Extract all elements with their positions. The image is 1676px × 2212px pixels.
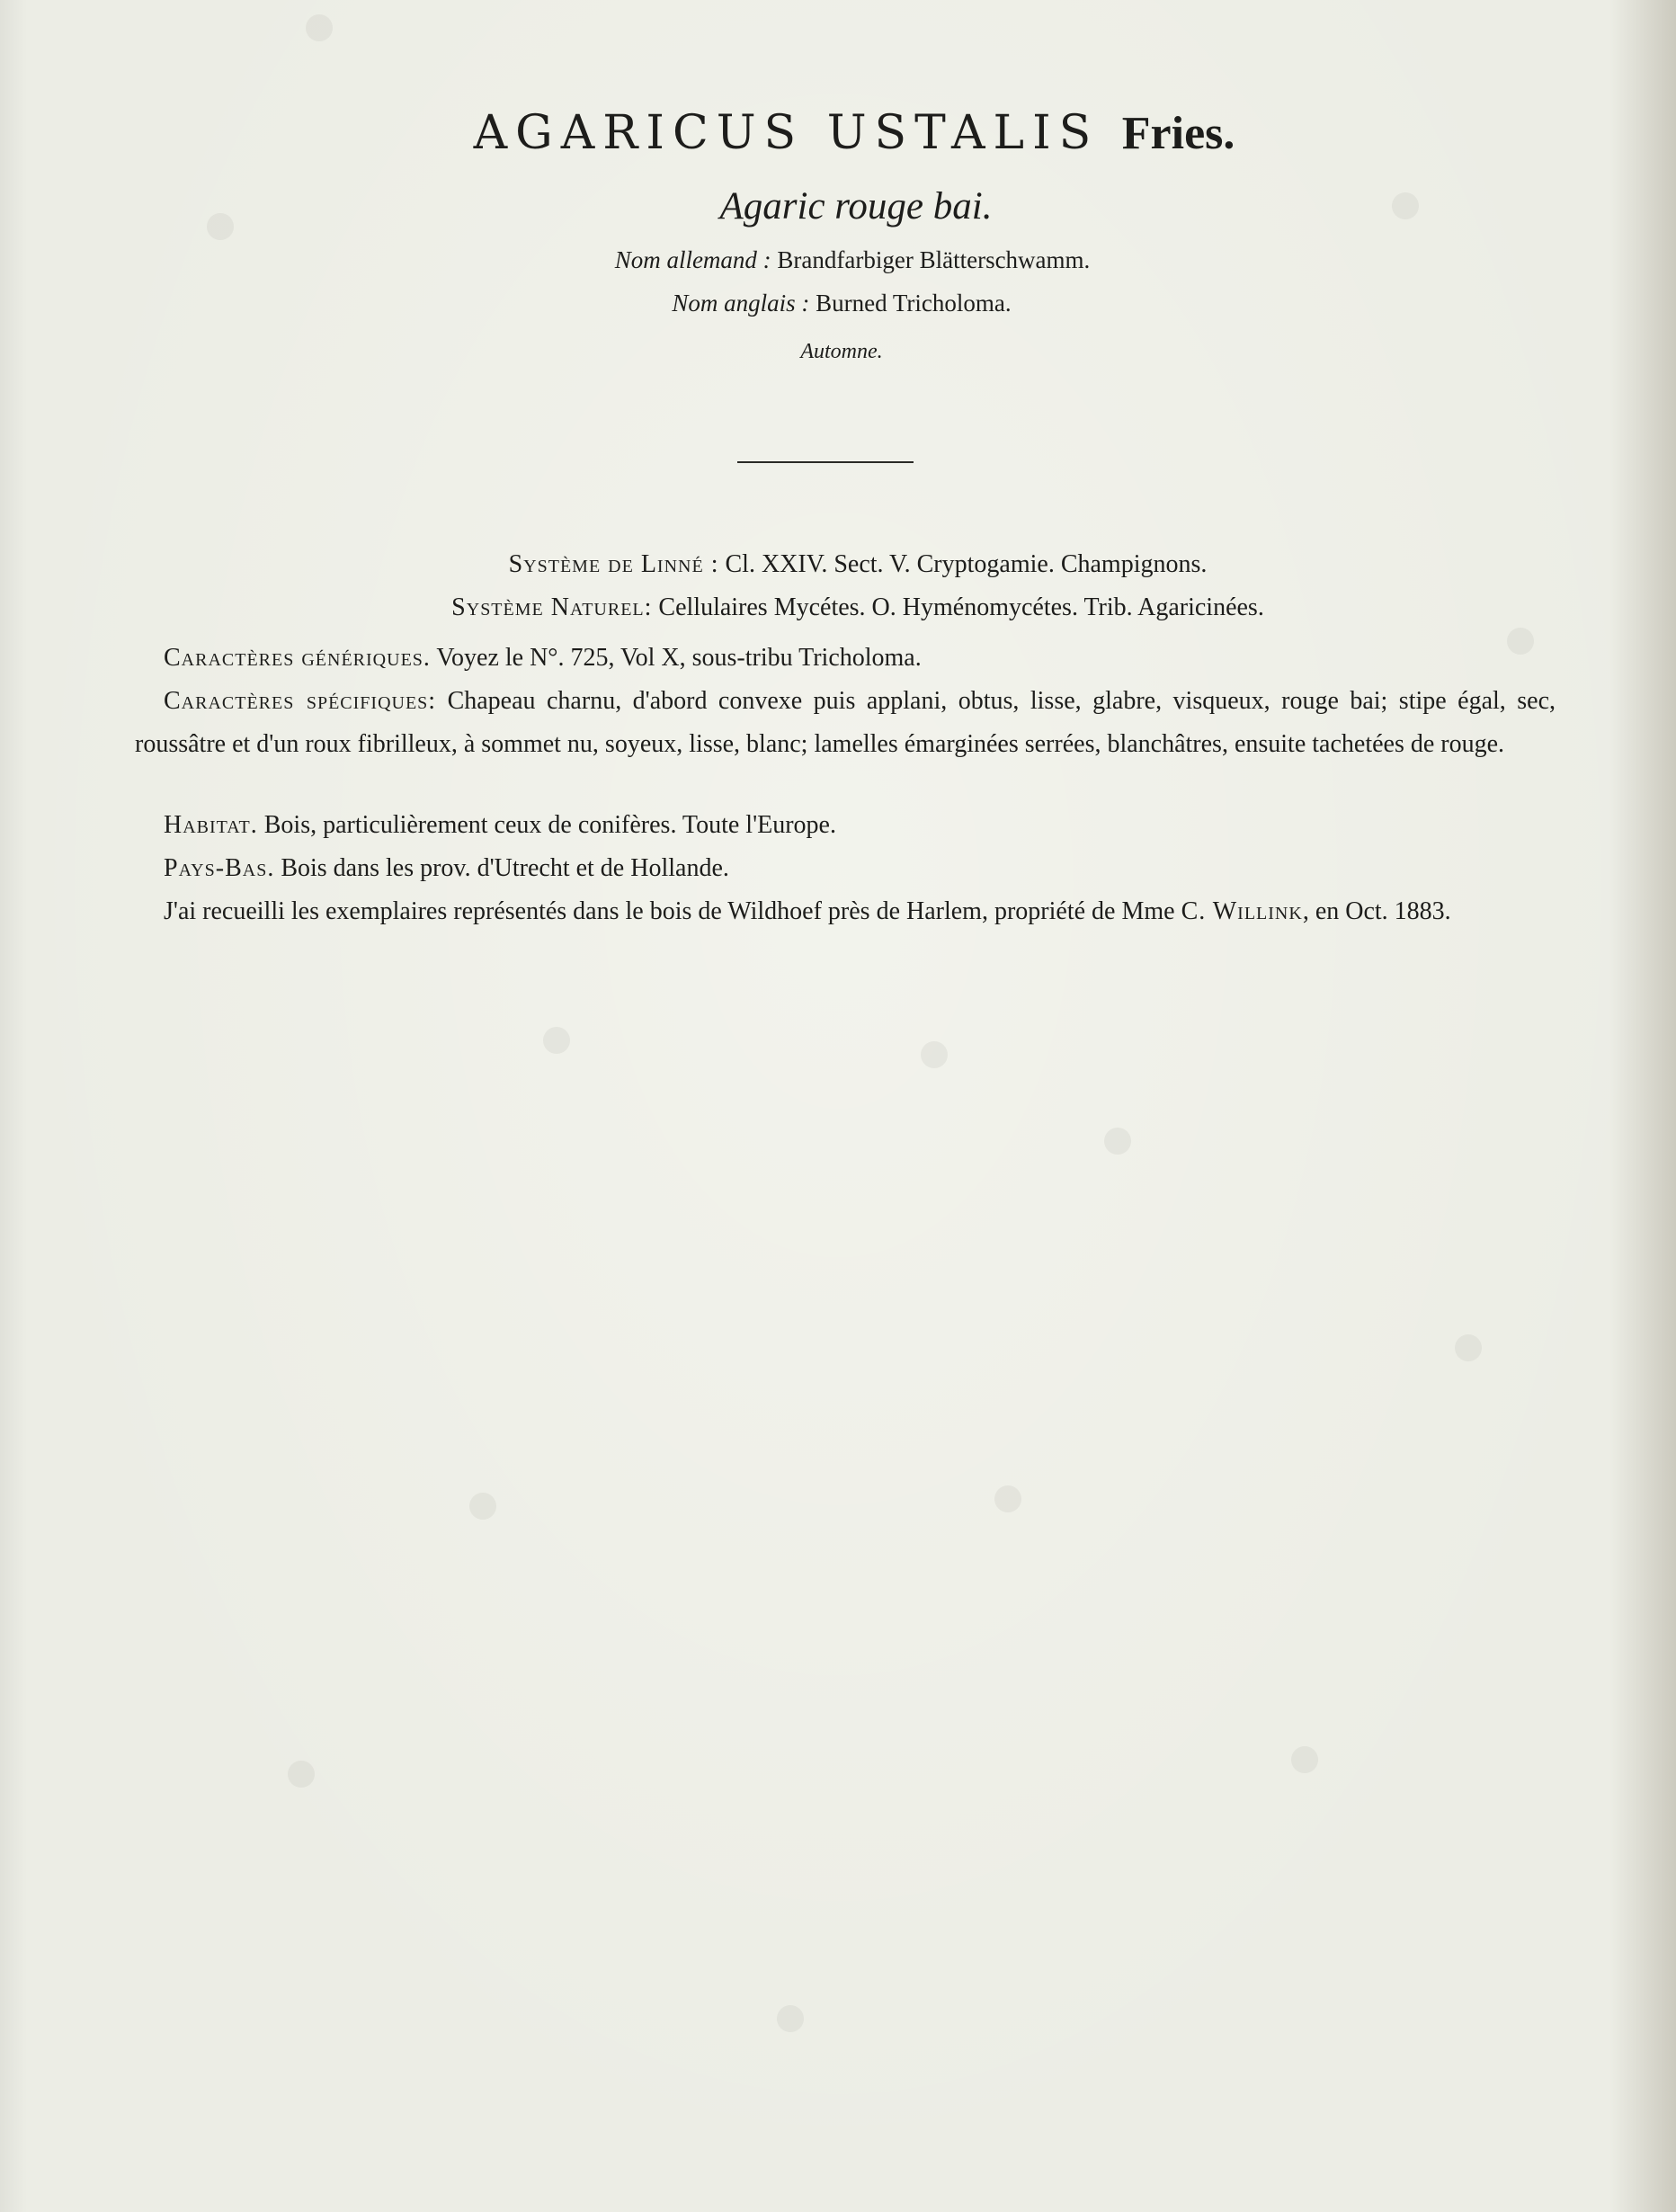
- german-name-value: Brandfarbiger Blätterschwamm.: [777, 246, 1091, 273]
- linne-system-label: Système de Linné :: [508, 550, 719, 578]
- paper-spot: [469, 1493, 496, 1520]
- collection-note-name: C. Willink: [1181, 897, 1303, 925]
- species-author: Fries.: [1121, 108, 1235, 159]
- paper-spot: [777, 2005, 804, 2032]
- paper-spot: [921, 1041, 948, 1068]
- collection-note-paragraph: [135, 890, 1556, 933]
- german-name-label: Nom allemand :: [614, 246, 771, 273]
- paper-spot: [1104, 1128, 1131, 1155]
- generic-characters-value: Voyez le N°. 725, Vol X, sous-tribu Tricholoma.: [436, 644, 922, 672]
- collection-note-tail: , en Oct. 1883.: [1302, 897, 1451, 925]
- paper-spot: [306, 14, 333, 41]
- specific-characters-label: Caractères spécifiques:: [164, 687, 437, 715]
- paper-spot: [1455, 1334, 1482, 1361]
- collection-note-text: J'ai recueilli les exemplaires représentés dans le bois de Wildhoef près de Harlem, propriété de Mme: [164, 897, 1175, 925]
- english-name-line: [4, 290, 1676, 317]
- specific-characters-paragraph: [135, 680, 1556, 766]
- english-name-label: Nom anglais :: [672, 290, 810, 317]
- habitat-paragraph: [135, 804, 1556, 847]
- season: Automne.: [800, 340, 883, 363]
- species-name: AGARICUS USTALIS: [473, 106, 1100, 160]
- natural-system-value: Cellulaires Mycétes. O. Hyménomycétes. Trib. Agaricinées.: [658, 593, 1264, 621]
- paper-spot: [543, 1027, 570, 1054]
- divider-rule: [737, 461, 914, 463]
- paper-spot: [288, 1761, 315, 1788]
- netherlands-label: Pays-Bas.: [164, 854, 275, 882]
- habitat-label: Habitat.: [164, 811, 258, 839]
- species-title: [16, 106, 1676, 160]
- habitat-value: Bois, particulièrement ceux de conifères. Toute l'Europe.: [263, 811, 836, 839]
- english-name-value: Burned Tricholoma.: [816, 290, 1012, 317]
- specific-characters-value: Chapeau charnu, d'abord convexe puis applani, obtus, lisse, glabre, visqueux, rouge bai; stipe égal, sec, roussâtre et d'un roux fibrilleux, à sommet nu, soyeux, lisse, blanc; lamelles émarginées serrées, blanchâtres, ensuite tachetées de rouge.: [135, 687, 1556, 758]
- natural-system-line: [20, 593, 1676, 622]
- netherlands-paragraph: [135, 847, 1556, 890]
- common-name-french: Agaric rouge bai.: [719, 185, 993, 227]
- generic-characters-label: Caractères génériques.: [164, 644, 431, 672]
- german-name-line: [14, 246, 1676, 274]
- paper-spot: [994, 1485, 1021, 1512]
- paper-spot: [1291, 1746, 1318, 1773]
- linne-system-line: [20, 550, 1676, 579]
- generic-characters-paragraph: [135, 637, 1556, 680]
- linne-system-value: Cl. XXIV. Sect. V. Cryptogamie. Champignons.: [725, 550, 1208, 578]
- natural-system-label: Système Naturel:: [451, 593, 653, 621]
- netherlands-value: Bois dans les prov. d'Utrecht et de Hollande.: [281, 854, 729, 882]
